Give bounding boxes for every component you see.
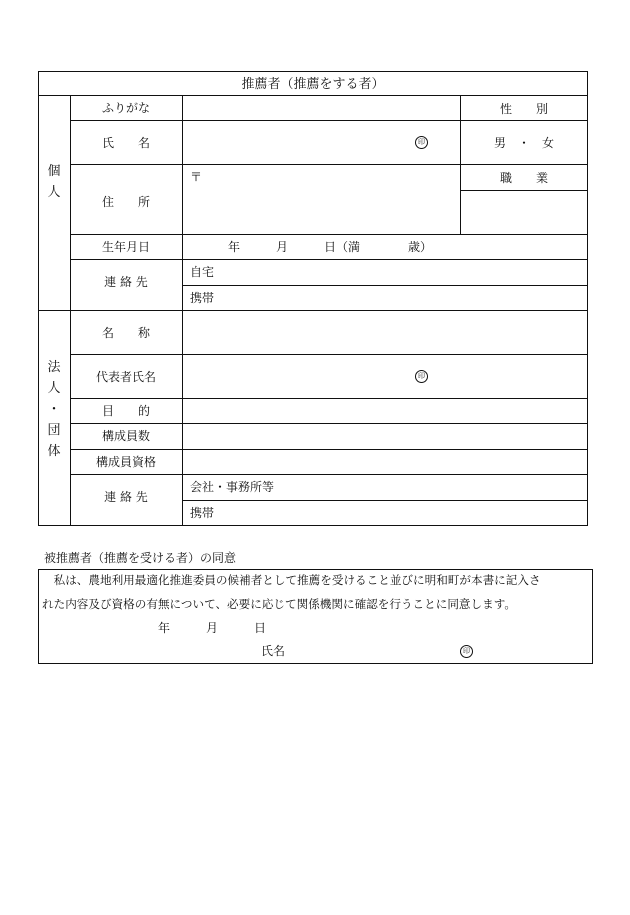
member-qualification-label: 構成員資格 — [95, 455, 157, 469]
row-divider-address — [70, 234, 588, 235]
birthdate-field[interactable]: 年 月 日（満 歳） — [228, 240, 433, 254]
consent-date-field[interactable]: 年 月 日 — [158, 621, 267, 635]
corp-contact-label: 連 絡 先 — [104, 490, 148, 504]
mobile-phone-field[interactable] — [215, 286, 587, 310]
section-divider — [38, 310, 588, 311]
consent-body-line-2: れた内容及び資格の有無について、必要に応じて関係機関に確認を行うことに同意します。 — [42, 597, 516, 611]
address-label: 住 所 — [101, 195, 151, 209]
representative-seal-mark: 印 — [415, 370, 428, 383]
home-phone-field[interactable] — [215, 260, 587, 284]
gender-options[interactable]: 男 ・ 女 — [493, 136, 555, 150]
corp-section-label-3: ・ — [47, 402, 61, 417]
consent-name-field[interactable] — [290, 640, 458, 660]
corp-section-label-5: 体 — [47, 444, 61, 459]
representative-label: 代表者氏名 — [95, 370, 157, 384]
office-phone-field[interactable] — [280, 475, 587, 499]
corp-section-label-4: 団 — [47, 423, 61, 438]
member-count-field[interactable] — [183, 424, 587, 449]
purpose-label: 目 的 — [101, 404, 151, 418]
consent-body-line-1: 私は、農地利用最適化推進委員の候補者として推薦を受けること並びに明和町が本書に記入さ — [42, 573, 541, 587]
corp-mobile-label: 携帯 — [190, 506, 215, 520]
consent-title: 被推薦者（推薦を受ける者）の同意 — [44, 551, 237, 565]
name-label: 氏 名 — [101, 136, 151, 150]
individual-section-label-1: 個 — [47, 164, 61, 179]
purpose-field[interactable] — [183, 399, 587, 423]
section-label-column-line — [70, 95, 71, 526]
recommender-header: 推薦者（推薦をする者） — [241, 77, 385, 92]
mobile-phone-label: 携帯 — [190, 291, 215, 305]
furigana-label: ふりがな — [101, 101, 151, 115]
office-phone-label: 会社・事務所等 — [190, 480, 275, 494]
home-phone-label: 自宅 — [190, 265, 215, 279]
occupation-label: 職 業 — [499, 171, 549, 185]
name-seal-mark: 印 — [415, 136, 428, 149]
corp-name-label: 名 称 — [101, 326, 151, 340]
address-field[interactable] — [183, 165, 459, 234]
corp-mobile-field[interactable] — [215, 501, 587, 525]
furigana-field[interactable] — [183, 96, 459, 120]
member-count-label: 構成員数 — [101, 429, 151, 443]
consent-seal-mark: 印 — [460, 645, 473, 658]
corp-name-field[interactable] — [183, 312, 587, 354]
individual-contact-label: 連 絡 先 — [104, 275, 148, 289]
representative-field[interactable] — [183, 355, 587, 398]
consent-name-label: 氏名 — [261, 644, 286, 658]
postal-mark: 〒 — [190, 170, 203, 184]
member-qualification-field[interactable] — [183, 450, 587, 474]
corp-section-label-1: 法 — [47, 360, 61, 375]
individual-section-label-2: 人 — [47, 185, 61, 200]
birthdate-label: 生年月日 — [101, 240, 151, 254]
corp-section-label-2: 人 — [47, 381, 61, 396]
occupation-field[interactable] — [461, 191, 587, 234]
gender-label: 性 別 — [499, 102, 549, 116]
